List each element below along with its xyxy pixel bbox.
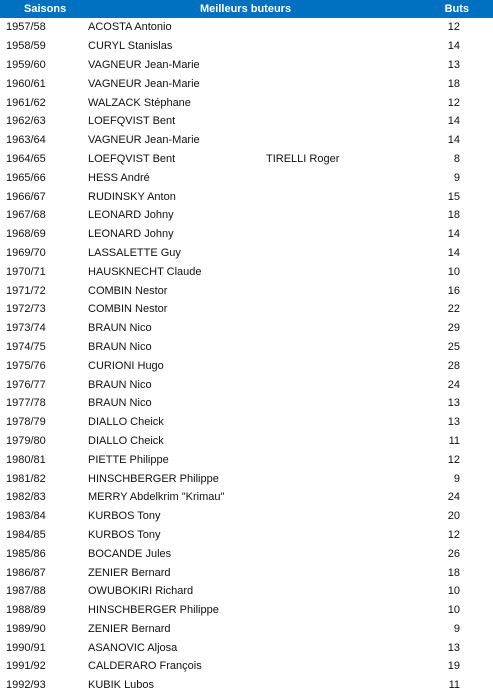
scorer-cell: CURIONI Hugo <box>88 359 164 372</box>
table-row <box>0 507 493 526</box>
goals-cell: 12 <box>447 453 461 466</box>
co-scorer-cell <box>266 56 416 75</box>
goals-cell: 12 <box>447 96 461 109</box>
scorer-cell: CURYL Stanislas <box>88 40 173 53</box>
season-cell: 1978/79 <box>6 416 46 429</box>
season-cell: 1962/63 <box>6 115 46 128</box>
table-row <box>0 150 493 169</box>
table-row <box>0 37 493 56</box>
table-row <box>0 638 493 657</box>
goals-cell: 13 <box>447 416 461 429</box>
co-scorer-cell <box>266 319 416 338</box>
co-scorer-cell <box>266 338 416 357</box>
season-cell: 1989/90 <box>6 622 46 635</box>
table-row <box>0 281 493 300</box>
table-row <box>0 375 493 394</box>
table-row <box>0 676 493 695</box>
season-cell: 1980/81 <box>6 453 46 466</box>
table-row <box>0 56 493 75</box>
header-top-scorers: Meilleurs buteurs <box>200 3 292 15</box>
scorer-cell: BRAUN Nico <box>88 322 152 335</box>
co-scorer-cell <box>266 394 416 413</box>
scorer-cell: RUDINSKY Anton <box>88 190 176 203</box>
goals-cell: 8 <box>453 152 461 165</box>
season-cell: 1966/67 <box>6 190 46 203</box>
goals-cell: 11 <box>448 434 461 447</box>
co-scorer-cell <box>266 582 416 601</box>
goals-cell: 12 <box>447 528 461 541</box>
season-cell: 1977/78 <box>6 397 46 410</box>
scorer-cell: BOCANDE Jules <box>88 547 172 560</box>
table-row <box>0 544 493 563</box>
season-cell: 1972/73 <box>6 303 46 316</box>
table-row <box>0 526 493 545</box>
season-cell: 1965/66 <box>6 171 46 184</box>
co-scorer-cell <box>266 469 416 488</box>
scorer-cell: ZENIER Bernard <box>88 622 171 635</box>
goals-cell: 13 <box>447 58 461 71</box>
goals-cell: 14 <box>447 115 461 128</box>
goals-cell: 18 <box>447 566 461 579</box>
co-scorer-cell <box>266 544 416 563</box>
co-scorer-cell <box>266 37 416 56</box>
goals-cell: 25 <box>447 340 461 353</box>
goals-cell: 15 <box>447 190 461 203</box>
table-row <box>0 187 493 206</box>
season-cell: 1990/91 <box>6 641 46 654</box>
table-row <box>0 488 493 507</box>
goals-cell: 13 <box>447 397 461 410</box>
table-row <box>0 432 493 451</box>
scorer-cell: ASANOVIC Aljosa <box>88 641 178 654</box>
co-scorer-cell <box>266 526 416 545</box>
season-cell: 1971/72 <box>6 284 46 297</box>
season-cell: 1967/68 <box>6 209 46 222</box>
co-scorer-cell <box>266 206 416 225</box>
season-cell: 1958/59 <box>6 40 46 53</box>
scorer-cell: ACOSTA Antonio <box>88 21 172 34</box>
scorer-cell: DIALLO Cheick <box>88 416 164 429</box>
scorer-cell: COMBIN Nestor <box>88 303 168 316</box>
season-cell: 1960/61 <box>6 77 46 90</box>
table-row <box>0 338 493 357</box>
scorer-cell: LOEFQVIST Bent <box>88 115 176 128</box>
scorer-cell: HESS André <box>88 171 150 184</box>
table-row <box>0 394 493 413</box>
goals-cell: 10 <box>447 604 461 617</box>
co-scorer-cell <box>266 488 416 507</box>
co-scorer-cell <box>266 93 416 112</box>
scorer-cell: LASSALETTE Guy <box>88 246 181 259</box>
table-row <box>0 319 493 338</box>
season-cell: 1982/83 <box>6 491 46 504</box>
goals-cell: 28 <box>447 359 461 372</box>
scorer-cell: VAGNEUR Jean-Marie <box>88 58 200 71</box>
season-cell: 1984/85 <box>6 528 46 541</box>
scorer-cell: HINSCHBERGER Philippe <box>88 604 219 617</box>
season-cell: 1981/82 <box>6 472 46 485</box>
season-cell: 1975/76 <box>6 359 46 372</box>
scorer-cell: COMBIN Nestor <box>88 284 168 297</box>
goals-cell: 14 <box>447 246 461 259</box>
co-scorer-cell <box>266 187 416 206</box>
table-row <box>0 469 493 488</box>
co-scorer-cell <box>266 112 416 131</box>
season-cell: 1991/92 <box>6 660 46 673</box>
co-scorer-cell <box>266 18 416 37</box>
table-row <box>0 582 493 601</box>
scorer-cell: DIALLO Cheick <box>88 434 164 447</box>
co-scorer-cell <box>266 657 416 676</box>
header-row <box>0 0 493 18</box>
scorer-cell: KURBOS Tony <box>88 510 161 523</box>
table-row <box>0 356 493 375</box>
scorer-cell: HAUSKNECHT Claude <box>88 265 202 278</box>
co-scorer-cell <box>266 601 416 620</box>
co-scorer-cell <box>266 432 416 451</box>
scorer-cell: LEONARD Johny <box>88 228 174 241</box>
goals-cell: 14 <box>447 228 461 241</box>
scorer-cell: CALDERARO François <box>88 660 202 673</box>
table-row <box>0 225 493 244</box>
goals-cell: 20 <box>447 510 461 523</box>
co-scorer-cell: TIRELLI Roger <box>266 152 340 165</box>
season-cell: 1974/75 <box>6 340 46 353</box>
goals-cell: 19 <box>447 660 461 673</box>
season-cell: 1968/69 <box>6 228 46 241</box>
co-scorer-cell <box>266 620 416 639</box>
goals-cell: 16 <box>447 284 461 297</box>
goals-cell: 24 <box>447 491 461 504</box>
goals-cell: 22 <box>447 303 461 316</box>
scorer-cell: LOEFQVIST Bent <box>88 152 176 165</box>
scorer-cell: BRAUN Nico <box>88 340 152 353</box>
co-scorer-cell <box>266 563 416 582</box>
goals-cell: 14 <box>447 40 461 53</box>
table-row <box>0 563 493 582</box>
table-row <box>0 657 493 676</box>
co-scorer-cell <box>266 244 416 263</box>
table-row <box>0 168 493 187</box>
table-header <box>0 0 493 18</box>
table-row <box>0 450 493 469</box>
goals-cell: 26 <box>447 547 461 560</box>
goals-cell: 13 <box>447 641 461 654</box>
goals-cell: 9 <box>453 472 461 485</box>
table-row <box>0 93 493 112</box>
scorer-cell: BRAUN Nico <box>88 397 152 410</box>
season-cell: 1961/62 <box>6 96 46 109</box>
table-body <box>0 18 493 695</box>
table-row <box>0 620 493 639</box>
header-goals: Buts <box>444 3 470 15</box>
scorer-cell: BRAUN Nico <box>88 378 152 391</box>
header-season: Saisons <box>24 3 67 15</box>
goals-cell: 18 <box>447 77 461 90</box>
co-scorer-cell <box>266 262 416 281</box>
season-cell: 1985/86 <box>6 547 46 560</box>
co-scorer-cell <box>266 413 416 432</box>
co-scorer-cell <box>266 638 416 657</box>
goals-cell: 14 <box>447 134 461 147</box>
season-cell: 1957/58 <box>6 21 46 34</box>
season-cell: 1964/65 <box>6 152 46 165</box>
season-cell: 1979/80 <box>6 434 46 447</box>
season-cell: 1976/77 <box>6 378 46 391</box>
scorer-cell: WALZACK Stéphane <box>88 96 191 109</box>
scorer-cell: KURBOS Tony <box>88 528 161 541</box>
scorer-cell: OWUBOKIRI Richard <box>88 585 194 598</box>
scorer-cell: HINSCHBERGER Philippe <box>88 472 219 485</box>
table-row <box>0 601 493 620</box>
co-scorer-cell <box>266 507 416 526</box>
goals-cell: 24 <box>447 378 461 391</box>
co-scorer-cell <box>266 225 416 244</box>
goals-cell: 12 <box>447 21 461 34</box>
scorer-cell: PIETTE Philippe <box>88 453 169 466</box>
goals-cell: 10 <box>447 585 461 598</box>
goals-cell: 9 <box>453 622 461 635</box>
co-scorer-cell <box>266 74 416 93</box>
table-row <box>0 206 493 225</box>
table-row <box>0 413 493 432</box>
scorer-cell: VAGNEUR Jean-Marie <box>88 77 200 90</box>
co-scorer-cell <box>266 676 416 695</box>
season-cell: 1986/87 <box>6 566 46 579</box>
table-row <box>0 18 493 37</box>
table-row <box>0 300 493 319</box>
goals-cell: 18 <box>447 209 461 222</box>
table-row <box>0 262 493 281</box>
co-scorer-cell <box>266 375 416 394</box>
co-scorer-cell <box>266 168 416 187</box>
co-scorer-cell <box>266 356 416 375</box>
co-scorer-cell <box>266 300 416 319</box>
scorer-cell: VAGNEUR Jean-Marie <box>88 134 200 147</box>
season-cell: 1963/64 <box>6 134 46 147</box>
scorer-cell: MERRY Abdelkrim "Krimau" <box>88 491 225 504</box>
table-row <box>0 112 493 131</box>
season-cell: 1988/89 <box>6 604 46 617</box>
season-cell: 1987/88 <box>6 585 46 598</box>
scorer-cell: LEONARD Johny <box>88 209 174 222</box>
season-cell: 1992/93 <box>6 679 46 692</box>
season-cell: 1983/84 <box>6 510 46 523</box>
season-cell: 1959/60 <box>6 58 46 71</box>
goals-cell: 10 <box>447 265 461 278</box>
co-scorer-cell <box>266 281 416 300</box>
season-cell: 1969/70 <box>6 246 46 259</box>
co-scorer-cell <box>266 131 416 150</box>
goals-cell: 9 <box>453 171 461 184</box>
table-row <box>0 244 493 263</box>
scorer-cell: KUBIK Lubos <box>88 679 155 692</box>
co-scorer-cell <box>266 450 416 469</box>
goals-cell: 29 <box>447 322 461 335</box>
goals-cell: 11 <box>448 679 461 692</box>
season-cell: 1970/71 <box>6 265 46 278</box>
table-row <box>0 74 493 93</box>
scorer-cell: ZENIER Bernard <box>88 566 171 579</box>
season-cell: 1973/74 <box>6 322 46 335</box>
table-row <box>0 131 493 150</box>
